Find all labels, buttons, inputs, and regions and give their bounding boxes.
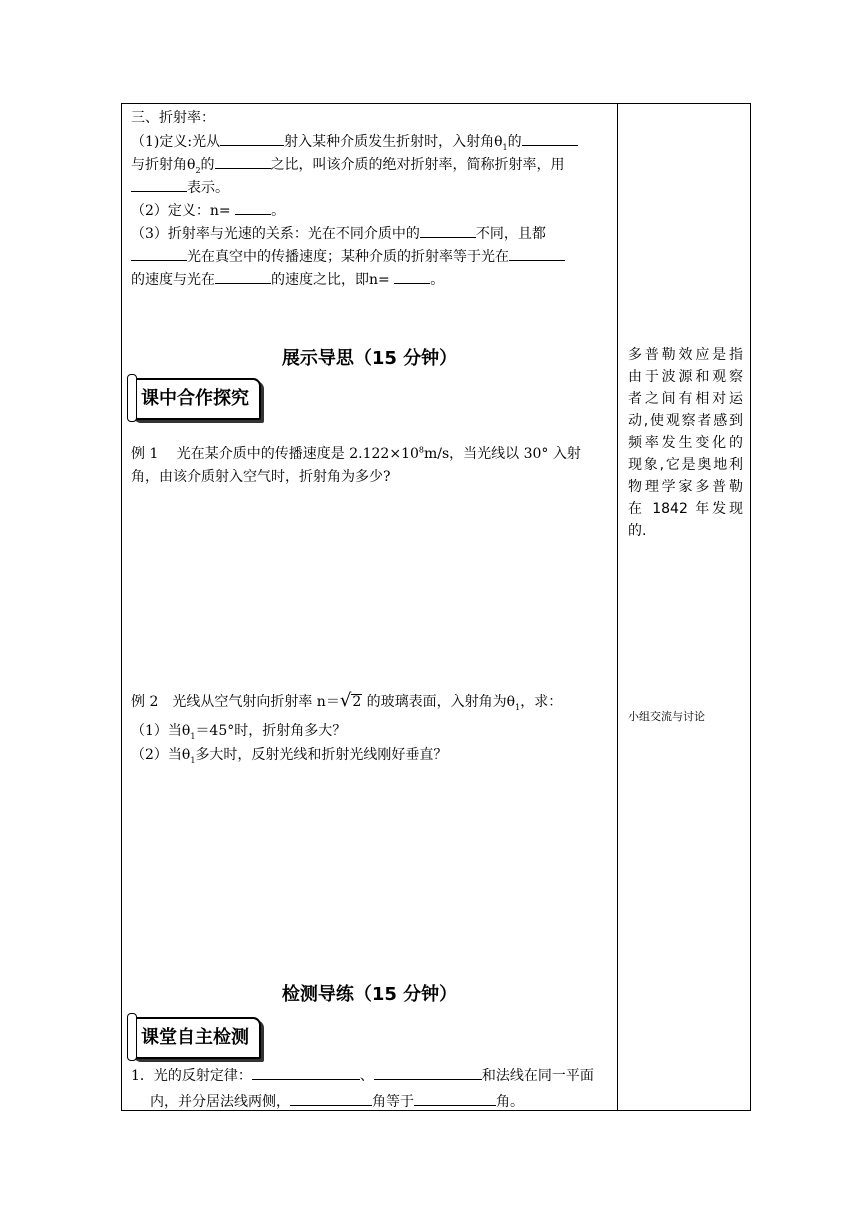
blank (394, 269, 430, 284)
def1-line3: 表示。 (131, 177, 611, 199)
blank (420, 223, 476, 238)
def2-line: （2）定义：n= 。 (131, 200, 611, 222)
test-q1-line1: 1．光的反射定律： 、 和法线在同一平面 (131, 1065, 611, 1087)
example1-line1: 例 1 光在某介质中的传播速度是 $2.122\times 10^8m/s$，当光线以 30° 入射 (131, 445, 581, 462)
blank (215, 269, 271, 284)
blank (522, 131, 578, 146)
blank (131, 246, 187, 261)
test-heading: 检测导练（15 分钟） (281, 984, 458, 1005)
section3-title: 三、折射率： (131, 110, 215, 126)
blank (215, 154, 271, 169)
def1-line2: 与折射角$\theta_2$的 之比，叫该介质的绝对折射率，简称折射率，用 (131, 154, 611, 176)
cooperative-inquiry-banner: 课中合作探究 (130, 378, 261, 420)
example1-line2: 角，由该介质射入空气时，折射角为多少? (131, 469, 391, 485)
sqrt-radicand: 2 (352, 694, 362, 710)
relation-line1: （3）折射率与光速的关系：光在不同介质中的 不同，且都 (131, 223, 611, 245)
blank (220, 131, 284, 146)
example2-q2: （2）当$\theta_1$多大时，反射光线和折射光线刚好垂直？ (131, 747, 448, 765)
self-test-banner: 课堂自主检测 (130, 1017, 261, 1059)
sqrt-symbol: √ (339, 690, 352, 711)
group-discussion-label: 小组交流与讨论 (628, 710, 705, 723)
def1-line1: （1)定义:光从 射入某种介质发生折射时，入射角$\theta_1$的 (131, 131, 611, 153)
main-column (122, 104, 617, 1110)
blank (252, 1065, 360, 1080)
blank (235, 200, 271, 215)
side-column (618, 104, 751, 1110)
blank (374, 1065, 482, 1080)
relation-line2: 光在真空中的传播速度；某种介质的折射率等于光在 (131, 246, 611, 268)
doppler-note: 多普勒效应是指 由于波源和观察 者之间有相对运 动,使观察者感到 频率发生变化的 现象,它是奥地利 物理学家多普勒 在 1842 年发现 的. (628, 347, 743, 539)
worksheet-table (121, 103, 751, 1111)
relation-line3: 的速度与光在 的速度之比，即n= 。 (131, 269, 611, 291)
blank (131, 177, 187, 192)
example2-line1: 例 2 光线从空气射向折射率 n＝√2 的玻璃表面，入射角为$\theta_1$，求： (131, 690, 563, 712)
blank (290, 1091, 372, 1106)
example2-q1: （1）当$\theta_1=45^\circ$时，折射角多大？ (131, 723, 347, 741)
blank (509, 246, 565, 261)
test-q1-line2: 内，并分居法线两侧， 角等于 角。 (150, 1091, 611, 1113)
display-heading: 展示导思（15 分钟） (281, 348, 458, 369)
blank (414, 1091, 496, 1106)
